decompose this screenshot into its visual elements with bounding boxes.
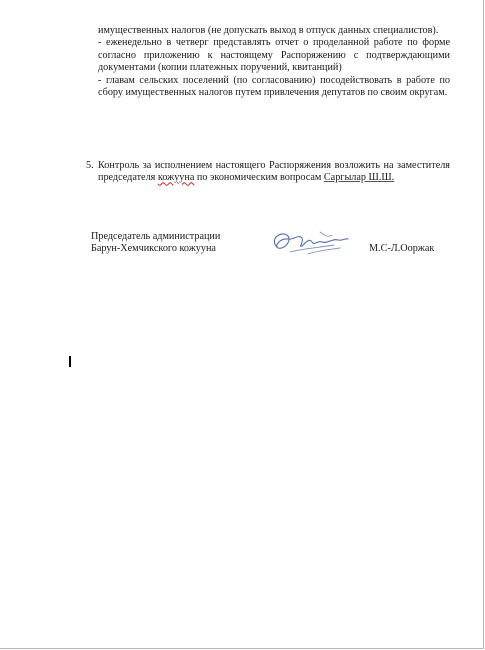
list-item-text: Контроль за исполнением настоящего Распоряжения возложить на заместителя председателя кожууна по экономическим вопросам Саргылар Ш.Ш.	[98, 160, 450, 184]
handwritten-signature	[268, 224, 350, 264]
underlined-name: Саргылар Ш.Ш.	[323, 172, 395, 184]
signatory-title: Председатель администрации Барун-Хемчикского кожууна	[91, 231, 221, 255]
spellcheck-word: кожууна	[157, 172, 195, 184]
list-number: 5.	[86, 160, 94, 171]
document-body	[98, 25, 450, 99]
signatory-name: М.С-Л.Ооржак	[369, 243, 435, 254]
paragraph: имущественных налогов (не допускать выход в отпуск данных специалистов).	[98, 25, 439, 36]
text-cursor[interactable]	[69, 356, 71, 367]
paragraph: - главам сельских поселений (по согласованию) посодействовать в работе по сбору имущественных налогов путем привлечения депутатов по своим округам.	[98, 74, 450, 99]
list-item-5	[86, 160, 450, 185]
paragraph: - еженедельно в четверг представлять отчет о проделанной работе по форме согласно приложению к настоящему Распоряжению с подтверждающими документами (копии платежных поручений, квитанций)	[98, 37, 450, 74]
